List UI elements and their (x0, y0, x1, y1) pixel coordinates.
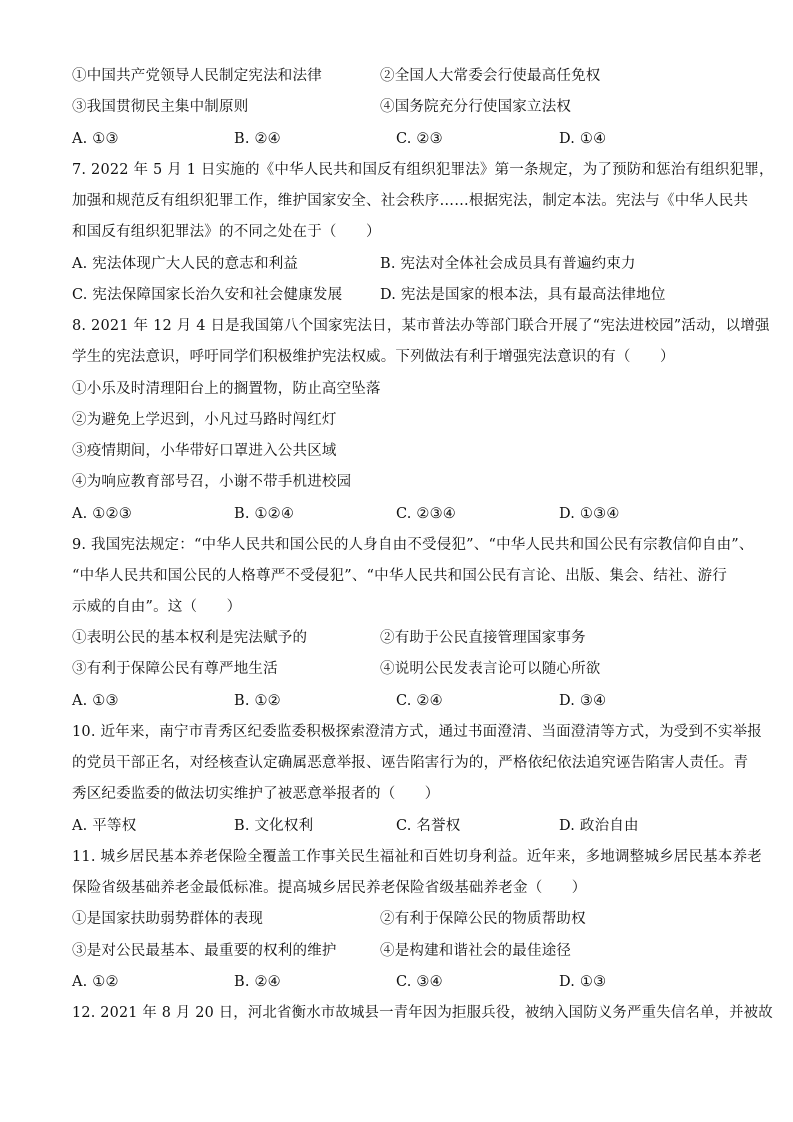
q9-statement-1: ①表明公民的基本权利是宪法赋予的 (72, 630, 308, 646)
q9-statement-4: ④说明公民发表言论可以随心所欲 (380, 661, 601, 677)
q6-statement-4: ④国务院充分行使国家立法权 (380, 99, 572, 115)
q9-option-b[interactable]: B. ①② (234, 693, 281, 709)
q10-option-b[interactable]: B. 文化权利 (234, 818, 314, 834)
q6-option-a[interactable]: A. ①③ (72, 131, 119, 147)
q8-statement-4: ④为响应教育部号召，小谢不带手机进校园 (72, 474, 352, 490)
q7-stem-line-2: 加强和规范反有组织犯罪工作，维护国家安全、社会秩序……根据宪法，制定本法。宪法与《中华人民共 (72, 193, 749, 209)
q6-option-d[interactable]: D. ①④ (559, 131, 607, 147)
q7-option-a[interactable]: A. 宪法体现广大人民的意志和利益 (72, 256, 299, 272)
q11-option-b[interactable]: B. ②④ (234, 974, 281, 990)
q10-option-a[interactable]: A. 平等权 (72, 818, 137, 834)
q10-option-c[interactable]: C. 名誉权 (396, 818, 461, 834)
q8-option-d[interactable]: D. ①③④ (559, 506, 620, 522)
q9-stem-line-1: 9. 我国宪法规定：“中华人民共和国公民的人身自由不受侵犯”、“中华人民共和国公民有宗教信仰自由”、 (72, 537, 754, 553)
q11-stem-line-2: 保险省级基础养老金最低标准。提高城乡居民养老保险省级基础养老金（ ） (72, 880, 587, 896)
q10-option-d[interactable]: D. 政治自由 (559, 818, 639, 834)
q8-stem-line-1: 8. 2021 年 12 月 4 日是我国第八个国家宪法日，某市普法办等部门联合开展了“宪法进校园”活动，以增强 (72, 318, 770, 334)
q7-option-d[interactable]: D. 宪法是国家的根本法，具有最高法律地位 (380, 287, 666, 303)
q11-option-d[interactable]: D. ①③ (559, 974, 607, 990)
q8-option-a[interactable]: A. ①②③ (72, 506, 132, 522)
q10-stem-line-3: 秀区纪委监委的做法切实维护了被恶意举报者的（ ） (72, 786, 440, 802)
q10-stem-line-2: 的党员干部正名，对经核查认定确属恶意举报、诬告陷害行为的，严格依纪依法追究诬告陷害人责任。青 (72, 755, 749, 771)
q11-statement-2: ②有利于保障公民的物质帮助权 (380, 911, 586, 927)
q8-statement-3: ③疫情期间，小华带好口罩进入公共区域 (72, 443, 337, 459)
q10-stem-line-1: 10. 近年来，南宁市青秀区纪委监委积极探索澄清方式，通过书面澄清、当面澄清等方式，为受到不实举报 (72, 724, 762, 740)
q11-option-c[interactable]: C. ③④ (396, 974, 443, 990)
q8-option-c[interactable]: C. ②③④ (396, 506, 456, 522)
q8-statement-2: ②为避免上学迟到，小凡过马路时闯红灯 (72, 412, 337, 428)
q8-option-b[interactable]: B. ①②④ (234, 506, 295, 522)
q9-statement-2: ②有助于公民直接管理国家事务 (380, 630, 586, 646)
q9-stem-line-3: 示威的自由”。这（ ） (72, 599, 242, 615)
q6-statement-3: ③我国贯彻民主集中制原则 (72, 99, 249, 115)
q11-option-a[interactable]: A. ①② (72, 974, 119, 990)
q6-statement-1: ①中国共产党领导人民制定宪法和法律 (72, 68, 322, 84)
q12-stem-line-1: 12. 2021 年 8 月 20 日，河北省衡水市故城县一青年因为拒服兵役，被纳入国防义务严重失信名单，并被故 (72, 1005, 773, 1021)
q6-statement-2: ②全国人大常委会行使最高任免权 (380, 68, 601, 84)
q7-stem-line-3: 和国反有组织犯罪法》的不同之处在于（ ） (72, 224, 381, 240)
q8-stem-line-2: 学生的宪法意识，呼吁同学们积极维护宪法权威。下列做法有利于增强宪法意识的有（ ） (72, 349, 675, 365)
q9-statement-3: ③有利于保障公民有尊严地生活 (72, 661, 278, 677)
q6-option-c[interactable]: C. ②③ (396, 131, 443, 147)
q7-option-c[interactable]: C. 宪法保障国家长治久安和社会健康发展 (72, 287, 343, 303)
q9-option-c[interactable]: C. ②④ (396, 693, 443, 709)
q7-stem-line-1: 7. 2022 年 5 月 1 日实施的《中华人民共和国反有组织犯罪法》第一条规定，为了预防和惩治有组织犯罪， (72, 162, 774, 178)
q11-statement-3: ③是对公民最基本、最重要的权利的维护 (72, 943, 337, 959)
q11-stem-line-1: 11. 城乡居民基本养老保险全覆盖工作事关民生福祉和百姓切身利益。近年来，多地调整城乡居民基本养老 (72, 849, 762, 865)
q7-option-b[interactable]: B. 宪法对全体社会成员具有普遍约束力 (380, 256, 636, 272)
q11-statement-1: ①是国家扶助弱势群体的表现 (72, 911, 264, 927)
q11-statement-4: ④是构建和谐社会的最佳途径 (380, 943, 572, 959)
q9-option-d[interactable]: D. ③④ (559, 693, 607, 709)
q8-statement-1: ①小乐及时清理阳台上的搁置物，防止高空坠落 (72, 381, 381, 397)
q9-option-a[interactable]: A. ①③ (72, 693, 119, 709)
q6-option-b[interactable]: B. ②④ (234, 131, 281, 147)
q9-stem-line-2: “中华人民共和国公民的人格尊严不受侵犯”、“中华人民共和国公民有言论、出版、集会、结社、游行 (72, 568, 727, 584)
